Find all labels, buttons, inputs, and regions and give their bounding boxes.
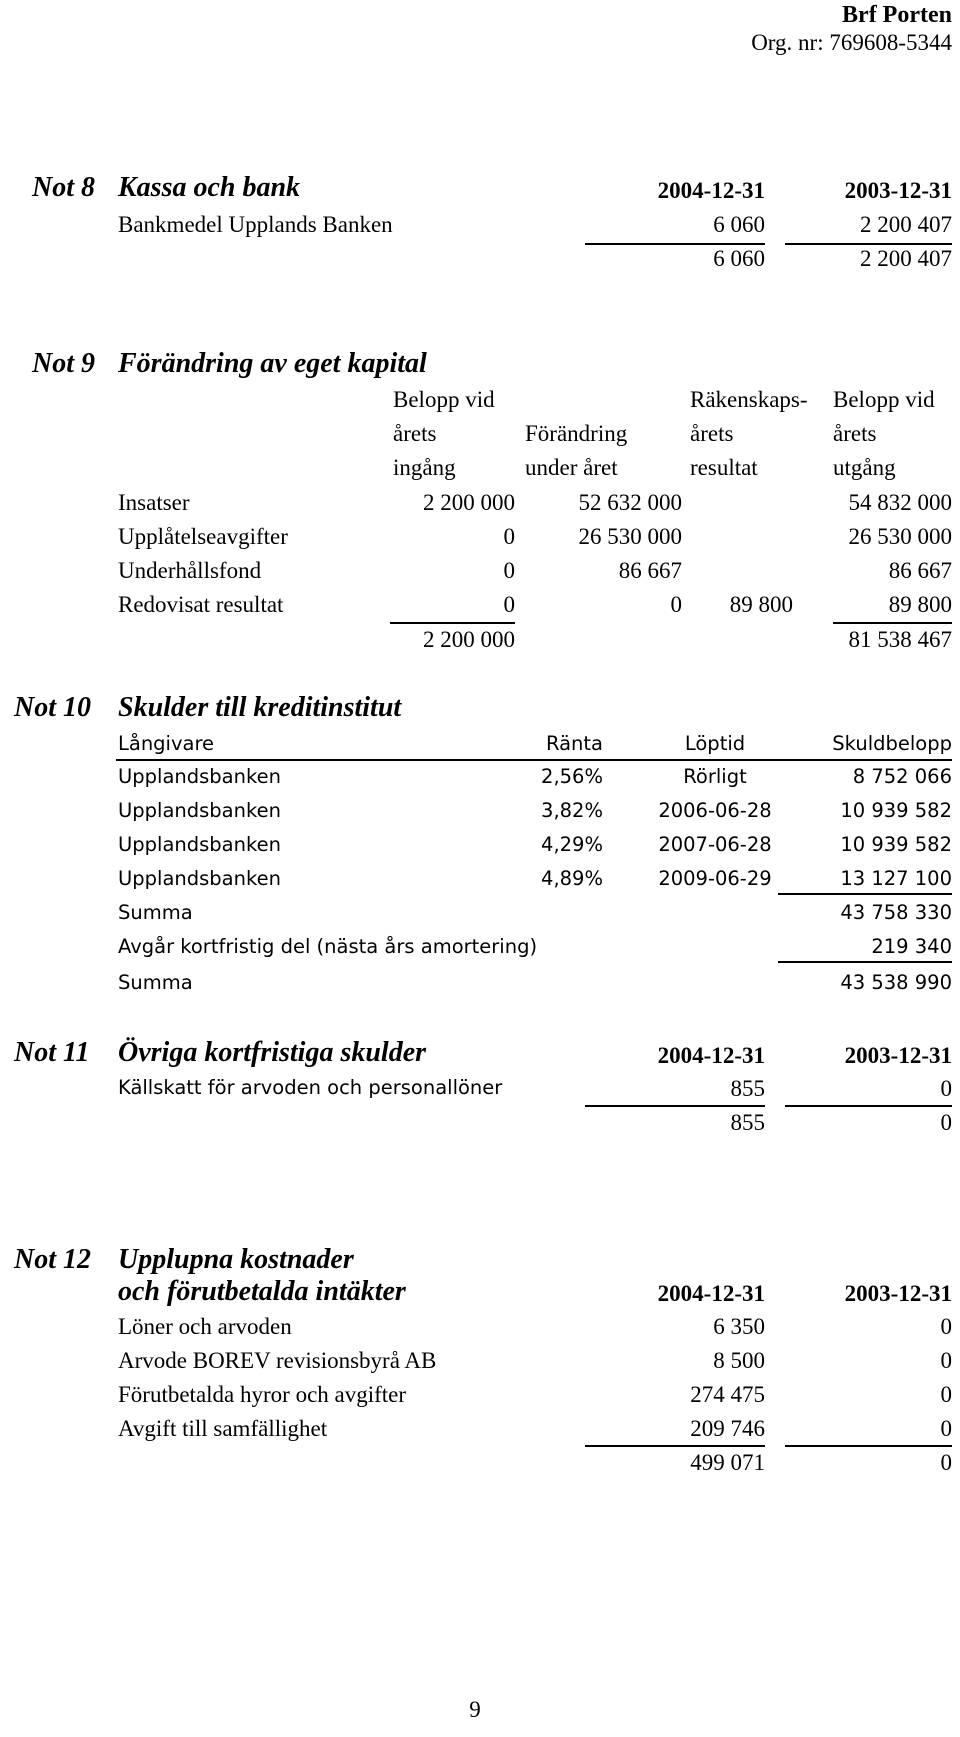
note-10-row-term: 2006-06-28: [658, 799, 772, 822]
note-10-header-rule: [116, 759, 952, 761]
note-9-h2-line1: Förändring: [525, 421, 628, 446]
note-10-col-amount: Skuldbelopp: [832, 732, 952, 755]
note-10-row-lender: Upplandsbanken: [118, 799, 281, 822]
note-9-row-v2: 26 530 000: [578, 524, 682, 549]
note-8-total-v2: 2 200 407: [860, 246, 952, 271]
note-10-less-label: Avgår kortfristig del (nästa års amortering): [118, 935, 538, 958]
note-11-row-v1: 855: [730, 1076, 765, 1101]
note-9-total-v4: 81 538 467: [848, 627, 952, 652]
note-8-label: Not 8: [32, 172, 95, 203]
note-8-row-v1: 6 060: [713, 212, 765, 237]
note-9-h1-line1: Belopp vid: [393, 387, 495, 412]
note-12-title-line2: och förutbetalda intäkter: [118, 1276, 406, 1307]
note-12-rule-2: [785, 1445, 952, 1447]
note-12-col2-header: 2003-12-31: [844, 1281, 952, 1306]
note-9-h1-line2: årets: [393, 421, 437, 446]
company-name: Brf Porten: [842, 2, 952, 28]
note-12-title-line1: Upplupna kostnader: [118, 1244, 354, 1275]
note-9-row-v4: 26 530 000: [848, 524, 952, 549]
note-9-h2-line2: under året: [525, 455, 618, 480]
note-10-rule-amounts-2: [778, 961, 952, 963]
note-10-sum1-label: Summa: [118, 901, 193, 924]
note-8-title: Kassa och bank: [118, 172, 301, 203]
note-12-row-label: Förutbetalda hyror och avgifter: [118, 1382, 407, 1407]
note-9-h4-line1: Belopp vid: [833, 387, 935, 412]
note-9-row-v2: 52 632 000: [578, 490, 682, 515]
note-12-row-v1: 274 475: [690, 1382, 765, 1407]
note-9-row-label: Redovisat resultat: [118, 592, 284, 617]
note-9-row-label: Insatser: [118, 490, 190, 515]
note-11-col2-header: 2003-12-31: [844, 1043, 952, 1068]
note-8-rule-1: [585, 243, 765, 245]
note-10-row-amount: 13 127 100: [840, 867, 952, 890]
note-10-row-rate: 4,29%: [541, 833, 603, 856]
note-11-rule-1: [585, 1105, 765, 1107]
note-10-col-term: Löptid: [684, 732, 746, 755]
note-10-row-lender: Upplandsbanken: [118, 765, 281, 788]
note-10-rule-amounts-1: [778, 893, 952, 895]
note-11-total-v2: 0: [940, 1110, 952, 1135]
note-9-rule-2: [833, 622, 952, 624]
note-10-col-rate: Ränta: [545, 732, 603, 755]
note-9-title: Förändring av eget kapital: [118, 348, 427, 379]
note-12-total-v1: 499 071: [690, 1450, 765, 1475]
note-8-col1-header: 2004-12-31: [657, 178, 765, 203]
note-10-row-rate: 3,82%: [541, 799, 603, 822]
note-11-rule-2: [785, 1105, 952, 1107]
note-10-sum2-amount: 43 538 990: [840, 971, 952, 994]
note-9-row-v4: 86 667: [888, 558, 952, 583]
note-12-row-v1: 8 500: [713, 1348, 765, 1373]
note-9-row-label: Upplåtelseavgifter: [118, 524, 288, 549]
note-10-row-rate: 4,89%: [541, 867, 603, 890]
page-number: 9: [469, 1697, 481, 1722]
note-10-row-amount: 10 939 582: [840, 833, 952, 856]
note-10-row-term: Rörligt: [683, 765, 747, 788]
note-11-title: Övriga kortfristiga skulder: [118, 1037, 427, 1068]
note-12-row-v2: 0: [940, 1314, 952, 1339]
note-12-row-label: Avgift till samfällighet: [118, 1416, 328, 1441]
note-9-label: Not 9: [32, 348, 95, 379]
note-9-row-v1: 0: [503, 558, 515, 583]
note-9-h3-line2: årets: [690, 421, 734, 446]
note-10-label: Not 10: [14, 692, 91, 723]
note-12-row-v2: 0: [940, 1348, 952, 1373]
note-12-row-v1: 6 350: [713, 1314, 765, 1339]
note-10-row-rate: 2,56%: [541, 765, 603, 788]
note-9-h4-line3: utgång: [833, 455, 896, 480]
note-8-col2-header: 2003-12-31: [844, 178, 952, 203]
note-12-row-v1: 209 746: [690, 1416, 765, 1441]
note-10-title: Skulder till kreditinstitut: [118, 692, 402, 723]
note-10-sum2-label: Summa: [118, 971, 193, 994]
note-10-col-lender: Långivare: [118, 732, 215, 755]
note-10-sum1-amount: 43 758 330: [840, 901, 952, 924]
note-12-label: Not 12: [14, 1244, 91, 1275]
note-11-row-v2: 0: [940, 1076, 952, 1101]
note-9-row-v2: 0: [670, 592, 682, 617]
note-9-h3-line1: Räkenskaps-: [690, 387, 808, 412]
note-11-row-label: Källskatt för arvoden och personallöner: [118, 1076, 503, 1099]
note-11-col1-header: 2004-12-31: [657, 1043, 765, 1068]
org-number: Org. nr: 769608-5344: [751, 30, 952, 55]
note-10-row-amount: 10 939 582: [840, 799, 952, 822]
note-9-row-v3: 89 800: [729, 592, 793, 617]
note-9-row-v1: 2 200 000: [423, 490, 515, 515]
note-10-less-amount: 219 340: [871, 935, 952, 958]
note-9-row-label: Underhållsfond: [118, 558, 262, 583]
note-8-rule-2: [785, 243, 952, 245]
note-10-row-amount: 8 752 066: [852, 765, 952, 788]
note-8-row-v2: 2 200 407: [860, 212, 952, 237]
note-9-h3-line3: resultat: [690, 455, 758, 480]
note-9-h1-line3: ingång: [393, 455, 456, 480]
note-9-h4-line2: årets: [833, 421, 877, 446]
note-9-row-v1: 0: [503, 592, 515, 617]
note-12-row-label: Arvode BOREV revisionsbyrå AB: [118, 1348, 437, 1373]
note-11-label: Not 11: [14, 1037, 90, 1068]
note-12-row-label: Löner och arvoden: [118, 1314, 292, 1339]
note-11-total-v1: 855: [730, 1110, 765, 1135]
note-10-row-lender: Upplandsbanken: [118, 833, 281, 856]
note-8-total-v1: 6 060: [713, 246, 765, 271]
note-9-rule-1: [390, 622, 515, 624]
note-12-col1-header: 2004-12-31: [657, 1281, 765, 1306]
note-10-row-lender: Upplandsbanken: [118, 867, 281, 890]
note-12-row-v2: 0: [940, 1416, 952, 1441]
note-9-row-v2: 86 667: [618, 558, 682, 583]
note-10-row-term: 2007-06-28: [658, 833, 772, 856]
note-9-row-v4: 54 832 000: [848, 490, 952, 515]
note-12-rule-1: [585, 1445, 765, 1447]
note-10-row-term: 2009-06-29: [658, 867, 772, 890]
note-8-row-label: Bankmedel Upplands Banken: [118, 212, 393, 237]
note-9-row-v1: 0: [503, 524, 515, 549]
note-9-row-v4: 89 800: [888, 592, 952, 617]
note-12-row-v2: 0: [940, 1382, 952, 1407]
note-9-total-v1: 2 200 000: [423, 627, 515, 652]
note-12-total-v2: 0: [940, 1450, 952, 1475]
